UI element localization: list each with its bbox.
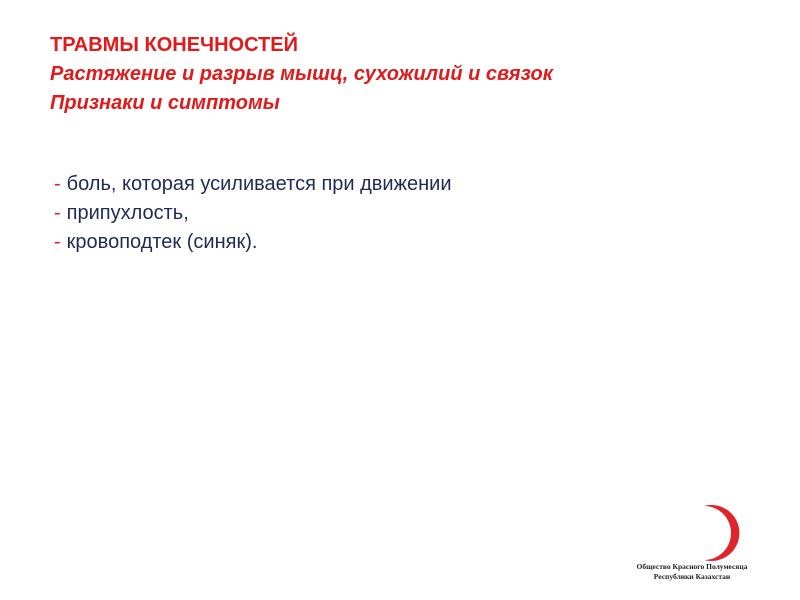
list-item [54,170,452,199]
slide-section-heading: Признаки и симптомы [50,92,280,114]
red-crescent-logo [624,502,760,588]
slide-subtitle: Растяжение и разрыв мышц, сухожилий и связок [50,63,553,85]
list-item-text: кровоподтек (синяк). [66,231,258,253]
bullet-dash: - [54,173,61,195]
logo-caption-line1: Общество Красного Полумесяца [636,562,748,571]
list-item-text: боль, которая усиливается при движении [66,173,452,195]
list-item-text: припухлость, [66,202,189,224]
bullet-dash: - [54,202,61,224]
list-item [54,228,452,257]
logo-caption-line2: Республики Казахстан [653,572,731,581]
logo-caption [624,562,760,582]
title-block [50,31,770,118]
slide-title: ТРАВМЫ КОНЕЧНОСТЕЙ [50,34,298,56]
symptom-list [54,170,452,257]
red-crescent-icon [668,502,760,562]
bullet-dash: - [54,231,61,253]
list-item [54,199,452,228]
